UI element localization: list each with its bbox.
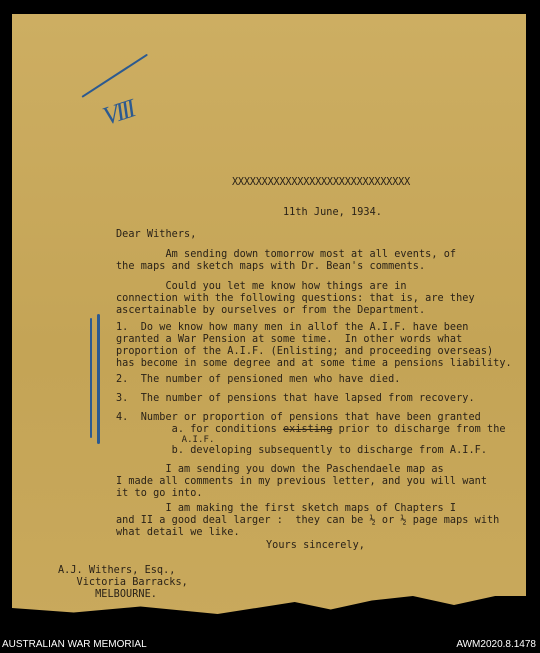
- footer-institution: AUSTRALIAN WAR MEMORIAL: [2, 639, 147, 650]
- q2-line: 2. The number of pensioned men who have died.: [116, 374, 401, 385]
- para3-line2: I made all comments in my previous letter, and you will want: [116, 476, 488, 487]
- pencil-roman-numeral: VIII: [99, 94, 137, 131]
- address-line3: MELBOURNE.: [58, 589, 157, 600]
- q4b-line: b. developing subsequently to discharge from A.I.F.: [116, 445, 488, 456]
- letter-date: 11th June, 1934.: [283, 207, 382, 218]
- para1-line1: Am sending down tomorrow most at all events, of: [116, 249, 457, 260]
- q1-line3: proportion of the A.I.F. (Enlisting; and proceeding overseas): [116, 346, 494, 357]
- para2-line2: connection with the following questions: that is, are they: [116, 293, 475, 304]
- para4-line1: I am making the first sketch maps of Chapters I: [116, 503, 457, 514]
- pencil-margin-line-2: [97, 314, 100, 444]
- q4a-struck-word: existing: [282, 424, 333, 435]
- para1-line2: the maps and sketch maps with Dr. Bean's comments.: [116, 261, 426, 272]
- q1-line4: has become in some degree and at some time a pensions liability.: [116, 358, 512, 369]
- q4a-continuation: A.I.F.: [116, 435, 215, 445]
- para3-line1: I am sending you down the Paschendaele map as: [116, 464, 444, 475]
- address-line2: Victoria Barracks,: [58, 577, 188, 588]
- para2-line3: ascertainable by ourselves or from the Department.: [116, 305, 426, 316]
- para4-line3: what detail we like.: [116, 527, 240, 538]
- footer-reference: AWM2020.8.1478: [456, 639, 536, 650]
- para3-line3: it to go into.: [116, 488, 203, 499]
- q3-line: 3. The number of pensions that have lapsed from recovery.: [116, 393, 475, 404]
- closing: Yours sincerely,: [266, 540, 365, 551]
- q4a-suffix: prior to discharge from the: [332, 424, 506, 435]
- q4-line: 4. Number or proportion of pensions that have been granted: [116, 412, 481, 423]
- header-crossed-out: XXXXXXXXXXXXXXXXXXXXXXXXXXXXXX: [232, 177, 411, 188]
- address-line1: A.J. Withers, Esq.,: [58, 565, 176, 576]
- salutation: Dear Withers,: [116, 229, 197, 240]
- archive-footer: [0, 637, 540, 653]
- para4-line2: and II a good deal larger : they can be ½ or ½ page maps with: [116, 515, 500, 526]
- pencil-margin-line-1: [90, 318, 92, 438]
- q1-line1: 1. Do we know how many men in allof the A.I.F. have been: [116, 322, 469, 333]
- q1-line2: granted a War Pension at some time. In other words what: [116, 334, 463, 345]
- para2-line1: Could you let me know how things are in: [116, 281, 407, 292]
- q4a-prefix: a. for conditions: [116, 424, 283, 435]
